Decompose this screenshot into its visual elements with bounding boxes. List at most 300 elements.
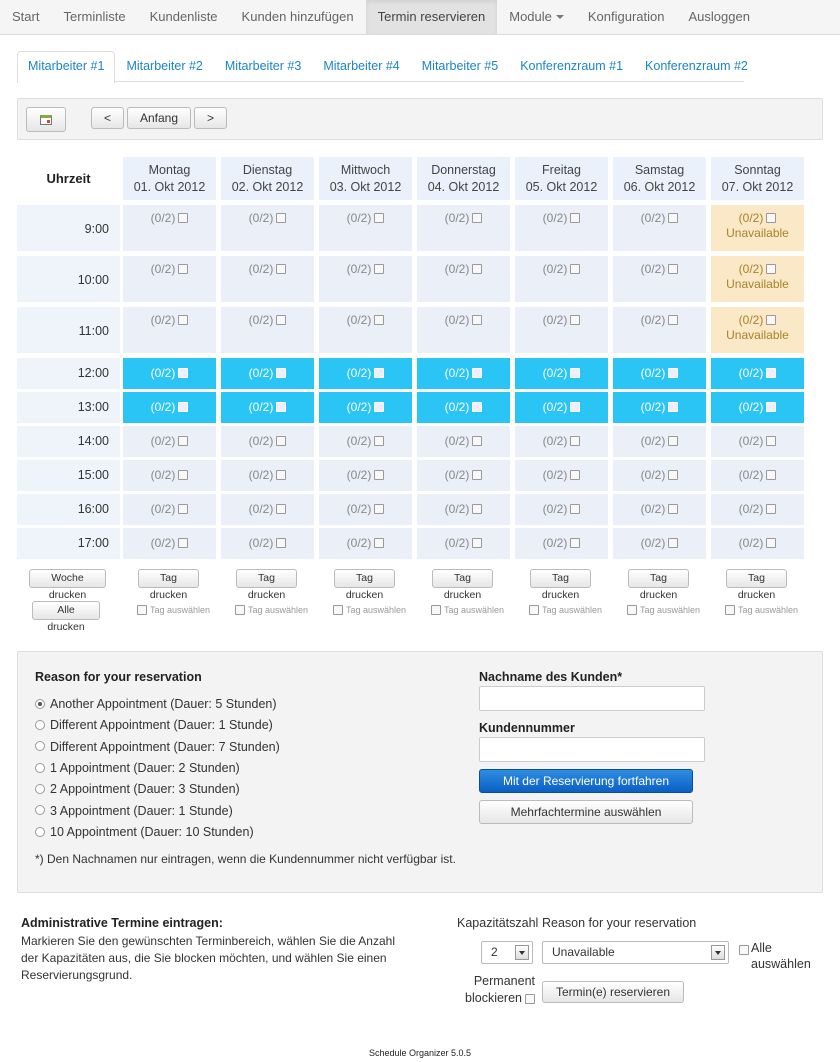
slot-checkbox[interactable] — [766, 436, 776, 446]
slot-checkbox[interactable] — [178, 470, 188, 480]
select-day-label: Tag auswählen — [640, 605, 701, 615]
day-name: Mittwoch — [340, 163, 391, 177]
nav-item-label: Terminliste — [63, 9, 126, 24]
time-slot[interactable] — [319, 460, 412, 491]
select-day[interactable] — [137, 605, 210, 615]
slot-checkbox[interactable] — [276, 368, 286, 378]
print-day-button[interactable]: Tag drucken — [628, 569, 689, 588]
time-slot[interactable] — [515, 460, 608, 491]
slot-checkbox[interactable] — [374, 436, 384, 446]
day-header-freitag — [515, 157, 608, 200]
time-slot[interactable] — [515, 256, 608, 302]
nav-item-module[interactable] — [497, 0, 576, 34]
slot-capacity: (0/2) — [738, 400, 764, 414]
slot-capacity: (0/2) — [346, 400, 372, 414]
time-slot[interactable] — [711, 358, 804, 389]
slot-checkbox[interactable] — [374, 264, 384, 274]
select-day-checkbox[interactable] — [529, 605, 539, 615]
slot-checkbox[interactable] — [472, 504, 482, 514]
slot-capacity: (0/2) — [346, 468, 372, 482]
time-slot[interactable] — [123, 358, 216, 389]
day-date: 04. Okt 2012 — [427, 180, 500, 194]
time-slot[interactable] — [515, 358, 608, 389]
time-slot[interactable] — [123, 426, 216, 457]
slot-capacity: (0/2) — [640, 262, 666, 276]
time-slot[interactable] — [123, 307, 216, 353]
slot-checkbox[interactable] — [668, 538, 678, 548]
slot-checkbox[interactable] — [178, 504, 188, 514]
nav-item-start[interactable] — [0, 0, 51, 34]
slot-checkbox[interactable] — [374, 213, 384, 223]
time-slot[interactable] — [515, 392, 608, 423]
time-slot[interactable] — [417, 528, 510, 559]
slot-checkbox[interactable] — [570, 436, 580, 446]
nav-item-label: Start — [12, 9, 40, 24]
time-slot[interactable] — [711, 494, 804, 525]
nav-item-label: Konfiguration — [587, 9, 665, 24]
slot-checkbox[interactable] — [472, 402, 482, 412]
time-slot[interactable] — [613, 256, 706, 302]
slot-checkbox[interactable] — [276, 315, 286, 325]
select-day[interactable] — [235, 605, 308, 615]
select-day-checkbox[interactable] — [431, 605, 441, 615]
slot-checkbox[interactable] — [668, 436, 678, 446]
slot-checkbox[interactable] — [276, 264, 286, 274]
slot-capacity: (0/2) — [640, 313, 666, 327]
nav-item-terminliste[interactable] — [51, 0, 137, 34]
slot-capacity: (0/2) — [150, 262, 176, 276]
calendar-picker-button[interactable] — [26, 107, 66, 132]
slot-checkbox[interactable] — [570, 213, 580, 223]
time-slot[interactable] — [711, 460, 804, 491]
reason-option[interactable] — [35, 782, 240, 796]
time-slot[interactable] — [711, 392, 804, 423]
slot-checkbox[interactable] — [766, 264, 776, 274]
tab-mitarbeiter-2[interactable]: Mitarbeiter #2 — [126, 59, 203, 73]
slot-checkbox[interactable] — [472, 436, 482, 446]
print-day-button[interactable]: Tag drucken — [432, 569, 493, 588]
select-day[interactable] — [431, 605, 504, 615]
time-slot[interactable] — [221, 494, 314, 525]
slot-capacity: (0/2) — [542, 502, 568, 516]
nav-item-label: Kundenliste — [149, 9, 218, 24]
time-slot[interactable] — [221, 358, 314, 389]
nav-item-label: Kunden hinzufügen — [241, 9, 354, 24]
slot-capacity: (0/2) — [640, 366, 666, 380]
time-slot[interactable] — [417, 256, 510, 302]
time-slot[interactable] — [711, 205, 804, 251]
reason-option[interactable] — [35, 697, 277, 711]
nav-item-label: Ausloggen — [688, 9, 750, 24]
radio-button[interactable] — [35, 763, 45, 773]
print-day-button[interactable]: Tag drucken — [334, 569, 395, 588]
time-slot[interactable] — [123, 256, 216, 302]
time-slot[interactable] — [417, 460, 510, 491]
slot-checkbox[interactable] — [570, 538, 580, 548]
time-slot[interactable] — [319, 205, 412, 251]
reason-option-label: 10 Appointment (Dauer: 10 Stunden) — [50, 824, 254, 839]
print-all-button[interactable]: Alle drucken — [32, 601, 100, 620]
slot-checkbox[interactable] — [766, 538, 776, 548]
slot-capacity: (0/2) — [738, 536, 764, 550]
reason-option[interactable] — [35, 740, 280, 754]
resource-tabs — [17, 51, 748, 82]
slot-checkbox[interactable] — [276, 470, 286, 480]
nav-item-label: Termin reservieren — [377, 9, 486, 24]
admin-reason-label: Reason for your reservation — [542, 916, 697, 930]
slot-capacity: (0/2) — [542, 366, 568, 380]
start-button[interactable]: Anfang — [127, 107, 191, 129]
time-label: 17:00 — [17, 528, 120, 559]
time-slot[interactable] — [711, 256, 804, 302]
print-day-button[interactable]: Tag drucken — [726, 569, 787, 588]
slot-checkbox[interactable] — [570, 264, 580, 274]
day-date: 02. Okt 2012 — [231, 180, 304, 194]
slot-checkbox[interactable] — [374, 538, 384, 548]
slot-checkbox[interactable] — [766, 402, 776, 412]
time-slot[interactable] — [417, 426, 510, 457]
caret-down-icon — [556, 15, 564, 19]
time-slot[interactable] — [613, 426, 706, 457]
slot-checkbox[interactable] — [766, 368, 776, 378]
time-slot[interactable] — [613, 307, 706, 353]
tab-konferenzraum-2[interactable]: Konferenzraum #2 — [645, 59, 748, 73]
time-slot[interactable] — [515, 307, 608, 353]
time-slot[interactable] — [515, 205, 608, 251]
permanent-checkbox[interactable] — [525, 994, 535, 1004]
slot-capacity: (0/2) — [444, 400, 470, 414]
permanent-block — [463, 973, 535, 1007]
permanent-label: Permanent blockieren — [465, 974, 535, 1005]
time-slot[interactable] — [613, 358, 706, 389]
day-name: Donnerstag — [431, 163, 496, 177]
tab-mitarbeiter-4[interactable]: Mitarbeiter #4 — [323, 59, 400, 73]
time-slot[interactable] — [319, 256, 412, 302]
reason-option-label: 3 Appointment (Dauer: 1 Stunde) — [50, 803, 233, 818]
nav-item-kunden-hinzufügen[interactable] — [230, 0, 366, 34]
time-label: 9:00 — [17, 205, 120, 251]
time-slot[interactable] — [123, 494, 216, 525]
time-slot[interactable] — [613, 528, 706, 559]
chevron-down-icon — [515, 945, 529, 960]
select-day-label: Tag auswählen — [346, 605, 407, 615]
print-day-button[interactable]: Tag drucken — [530, 569, 591, 588]
radio-button[interactable] — [35, 720, 45, 730]
lastname-note: *) Den Nachnamen nur eintragen, wenn die Kundennummer nicht verfügbar ist. — [35, 852, 456, 866]
select-day-checkbox[interactable] — [725, 605, 735, 615]
select-day-checkbox[interactable] — [137, 605, 147, 615]
time-slot[interactable] — [613, 392, 706, 423]
slot-checkbox[interactable] — [472, 368, 482, 378]
reason-option[interactable] — [35, 825, 254, 839]
select-day-checkbox[interactable] — [333, 605, 343, 615]
time-slot[interactable] — [319, 358, 412, 389]
slot-checkbox[interactable] — [570, 368, 580, 378]
select-day[interactable] — [333, 605, 406, 615]
select-day-label: Tag auswählen — [248, 605, 309, 615]
day-name: Dienstag — [242, 163, 293, 177]
reason-option-label: Different Appointment (Dauer: 1 Stunde) — [50, 718, 273, 733]
time-slot[interactable] — [417, 358, 510, 389]
time-slot[interactable] — [221, 460, 314, 491]
nav-item-label: Module — [509, 9, 552, 24]
time-slot[interactable] — [319, 426, 412, 457]
select-all-checkbox[interactable] — [739, 945, 749, 955]
day-name: Freitag — [542, 163, 581, 177]
time-slot[interactable] — [221, 528, 314, 559]
reserve-appointments-button[interactable]: Termin(e) reservieren — [542, 981, 684, 1003]
time-label: 15:00 — [17, 460, 120, 491]
slot-checkbox[interactable] — [570, 315, 580, 325]
slot-checkbox[interactable] — [178, 436, 188, 446]
time-label: 14:00 — [17, 426, 120, 457]
slot-checkbox[interactable] — [766, 470, 776, 480]
time-slot[interactable] — [613, 494, 706, 525]
select-day-label: Tag auswählen — [542, 605, 603, 615]
slot-capacity: (0/2) — [444, 502, 470, 516]
slot-capacity: (0/2) — [738, 434, 764, 448]
slot-capacity: (0/2) — [248, 434, 274, 448]
time-slot[interactable] — [515, 426, 608, 457]
slot-checkbox[interactable] — [178, 368, 188, 378]
select-day[interactable] — [725, 605, 798, 615]
day-header-mittwoch — [319, 157, 412, 200]
slot-capacity: (0/2) — [150, 313, 176, 327]
day-date: 01. Okt 2012 — [133, 180, 206, 194]
slot-capacity: (0/2) — [444, 366, 470, 380]
slot-capacity: (0/2) — [444, 211, 470, 225]
slot-capacity: (0/2) — [738, 366, 764, 380]
top-nav — [0, 0, 840, 35]
slot-capacity: (0/2) — [640, 502, 666, 516]
slot-checkbox[interactable] — [570, 470, 580, 480]
time-slot[interactable] — [221, 205, 314, 251]
time-slot[interactable] — [221, 426, 314, 457]
slot-capacity: (0/2) — [640, 400, 666, 414]
day-header-montag — [123, 157, 216, 200]
radio-button[interactable] — [35, 699, 45, 709]
slot-capacity: (0/2) — [542, 211, 568, 225]
radio-button[interactable] — [35, 827, 45, 837]
slot-checkbox[interactable] — [668, 504, 678, 514]
time-slot[interactable] — [123, 392, 216, 423]
reason-option-label: Different Appointment (Dauer: 7 Stunden) — [50, 739, 280, 754]
slot-capacity: (0/2) — [248, 313, 274, 327]
tab-konferenzraum-1[interactable]: Konferenzraum #1 — [520, 59, 624, 73]
slot-checkbox[interactable] — [276, 213, 286, 223]
slot-checkbox[interactable] — [178, 213, 188, 223]
select-day-label: Tag auswählen — [150, 605, 211, 615]
lastname-label: Nachname des Kunden* — [479, 670, 623, 684]
day-date: 05. Okt 2012 — [525, 180, 598, 194]
select-day[interactable] — [529, 605, 602, 615]
slot-capacity: (0/2) — [150, 536, 176, 550]
time-slot[interactable] — [613, 460, 706, 491]
time-slot[interactable] — [711, 307, 804, 353]
print-week-button[interactable]: Woche drucken — [29, 569, 106, 588]
time-slot[interactable] — [319, 528, 412, 559]
day-date: 07. Okt 2012 — [721, 180, 794, 194]
prev-week-button[interactable]: < — [91, 107, 124, 129]
admin-reason-select[interactable] — [542, 941, 729, 964]
tab-mitarbeiter-1[interactable]: Mitarbeiter #1 — [17, 51, 115, 83]
time-slot[interactable] — [221, 307, 314, 353]
slot-capacity: (0/2) — [346, 262, 372, 276]
slot-checkbox[interactable] — [570, 402, 580, 412]
day-header-sonntag — [711, 157, 804, 200]
reason-option[interactable] — [35, 718, 273, 732]
print-day-button[interactable]: Tag drucken — [236, 569, 297, 588]
slot-capacity: (0/2) — [640, 434, 666, 448]
capacity-value: 2 — [491, 945, 498, 959]
capacity-select[interactable] — [481, 941, 533, 964]
time-slot[interactable] — [319, 494, 412, 525]
select-day-checkbox[interactable] — [627, 605, 637, 615]
slot-capacity: (0/2) — [738, 313, 764, 327]
reason-option[interactable] — [35, 761, 240, 775]
radio-button[interactable] — [35, 741, 45, 751]
tab-mitarbeiter-3[interactable]: Mitarbeiter #3 — [224, 59, 302, 73]
slot-checkbox[interactable] — [276, 538, 286, 548]
time-slot[interactable] — [319, 392, 412, 423]
nav-item-kundenliste[interactable] — [138, 0, 230, 34]
time-slot[interactable] — [221, 392, 314, 423]
slot-checkbox[interactable] — [374, 504, 384, 514]
slot-checkbox[interactable] — [374, 315, 384, 325]
slot-capacity: (0/2) — [346, 536, 372, 550]
slot-checkbox[interactable] — [668, 368, 678, 378]
slot-checkbox[interactable] — [668, 213, 678, 223]
radio-button[interactable] — [35, 784, 45, 794]
day-name: Montag — [148, 163, 191, 177]
slot-capacity: (0/2) — [150, 468, 176, 482]
day-name: Samstag — [634, 163, 685, 177]
time-label: 16:00 — [17, 494, 120, 525]
time-slot[interactable] — [417, 392, 510, 423]
print-day-button[interactable]: Tag drucken — [138, 569, 199, 588]
time-slot[interactable] — [711, 528, 804, 559]
slot-checkbox[interactable] — [570, 504, 580, 514]
slot-capacity: (0/2) — [542, 434, 568, 448]
tab-mitarbeiter-5[interactable]: Mitarbeiter #5 — [421, 59, 499, 73]
select-day-checkbox[interactable] — [235, 605, 245, 615]
slot-status: Unavailable — [726, 226, 789, 240]
chevron-down-icon — [711, 945, 725, 960]
slot-checkbox[interactable] — [766, 315, 776, 325]
slot-checkbox[interactable] — [374, 470, 384, 480]
slot-capacity: (0/2) — [248, 262, 274, 276]
nav-item-ausloggen[interactable] — [677, 0, 762, 34]
slot-capacity: (0/2) — [248, 211, 274, 225]
radio-button[interactable] — [35, 805, 45, 815]
slot-checkbox[interactable] — [668, 402, 678, 412]
slot-capacity: (0/2) — [444, 262, 470, 276]
admin-reason-value: Unavailable — [552, 945, 615, 959]
slot-checkbox[interactable] — [374, 402, 384, 412]
next-week-button[interactable]: > — [194, 107, 227, 129]
nav-item-konfiguration[interactable] — [576, 0, 677, 34]
time-slot[interactable] — [123, 205, 216, 251]
select-day[interactable] — [627, 605, 700, 615]
slot-checkbox[interactable] — [766, 504, 776, 514]
slot-capacity: (0/2) — [738, 211, 764, 225]
day-header-donnerstag — [417, 157, 510, 200]
slot-capacity: (0/2) — [542, 262, 568, 276]
time-slot[interactable] — [417, 205, 510, 251]
reservation-panel — [17, 651, 823, 893]
nav-item-termin-reservieren[interactable] — [366, 0, 498, 34]
time-slot[interactable] — [123, 528, 216, 559]
admin-description: Markieren Sie den gewünschten Terminbereich, wählen Sie die Anzahl der Kapazitäten aus, die Sie blocken möchten, und wählen Sie einen Reservierungsgrund. — [21, 934, 395, 982]
reason-option[interactable] — [35, 804, 233, 818]
slot-checkbox[interactable] — [668, 264, 678, 274]
time-slot[interactable] — [221, 256, 314, 302]
select-all-label: Alle auswählen — [751, 941, 811, 971]
slot-checkbox[interactable] — [276, 436, 286, 446]
calendar-toolbar — [17, 98, 823, 140]
day-header-dienstag — [221, 157, 314, 200]
time-slot[interactable] — [123, 460, 216, 491]
slot-capacity: (0/2) — [542, 468, 568, 482]
time-slot[interactable] — [319, 307, 412, 353]
slot-capacity: (0/2) — [346, 502, 372, 516]
slot-capacity: (0/2) — [738, 468, 764, 482]
slot-capacity: (0/2) — [346, 366, 372, 380]
time-slot[interactable] — [515, 528, 608, 559]
slot-checkbox[interactable] — [668, 315, 678, 325]
slot-checkbox[interactable] — [668, 470, 678, 480]
slot-checkbox[interactable] — [472, 213, 482, 223]
time-slot[interactable] — [417, 494, 510, 525]
slot-capacity: (0/2) — [738, 262, 764, 276]
time-slot[interactable] — [417, 307, 510, 353]
select-all — [739, 941, 813, 972]
slot-checkbox[interactable] — [276, 504, 286, 514]
slot-checkbox[interactable] — [374, 368, 384, 378]
slot-checkbox[interactable] — [472, 470, 482, 480]
slot-capacity: (0/2) — [150, 366, 176, 380]
lastname-input[interactable] — [479, 686, 705, 711]
slot-capacity: (0/2) — [542, 536, 568, 550]
slot-capacity: (0/2) — [738, 502, 764, 516]
multiple-appointments-button[interactable]: Mehrfachtermine auswählen — [479, 800, 693, 824]
footer-version: Schedule Organizer 5.0.5 — [368, 1048, 472, 1058]
time-label: 11:00 — [17, 307, 120, 353]
customer-number-input[interactable] — [479, 737, 705, 762]
slot-capacity: (0/2) — [640, 468, 666, 482]
day-date: 06. Okt 2012 — [623, 180, 696, 194]
slot-checkbox[interactable] — [276, 402, 286, 412]
slot-checkbox[interactable] — [472, 538, 482, 548]
slot-checkbox[interactable] — [178, 264, 188, 274]
admin-title: Administrative Termine eintragen: — [21, 916, 223, 930]
time-slot[interactable] — [711, 426, 804, 457]
slot-capacity: (0/2) — [444, 536, 470, 550]
slot-checkbox[interactable] — [472, 315, 482, 325]
slot-checkbox[interactable] — [178, 315, 188, 325]
time-slot[interactable] — [515, 494, 608, 525]
capacity-label: Kapazitätszahl — [457, 916, 539, 930]
continue-reservation-button[interactable]: Mit der Reservierung fortfahren — [479, 769, 693, 793]
slot-checkbox[interactable] — [178, 538, 188, 548]
reason-option-label: 1 Appointment (Dauer: 2 Stunden) — [50, 760, 240, 775]
slot-capacity: (0/2) — [248, 468, 274, 482]
slot-capacity: (0/2) — [346, 313, 372, 327]
slot-checkbox[interactable] — [472, 264, 482, 274]
slot-checkbox[interactable] — [766, 213, 776, 223]
slot-checkbox[interactable] — [178, 402, 188, 412]
time-slot[interactable] — [613, 205, 706, 251]
